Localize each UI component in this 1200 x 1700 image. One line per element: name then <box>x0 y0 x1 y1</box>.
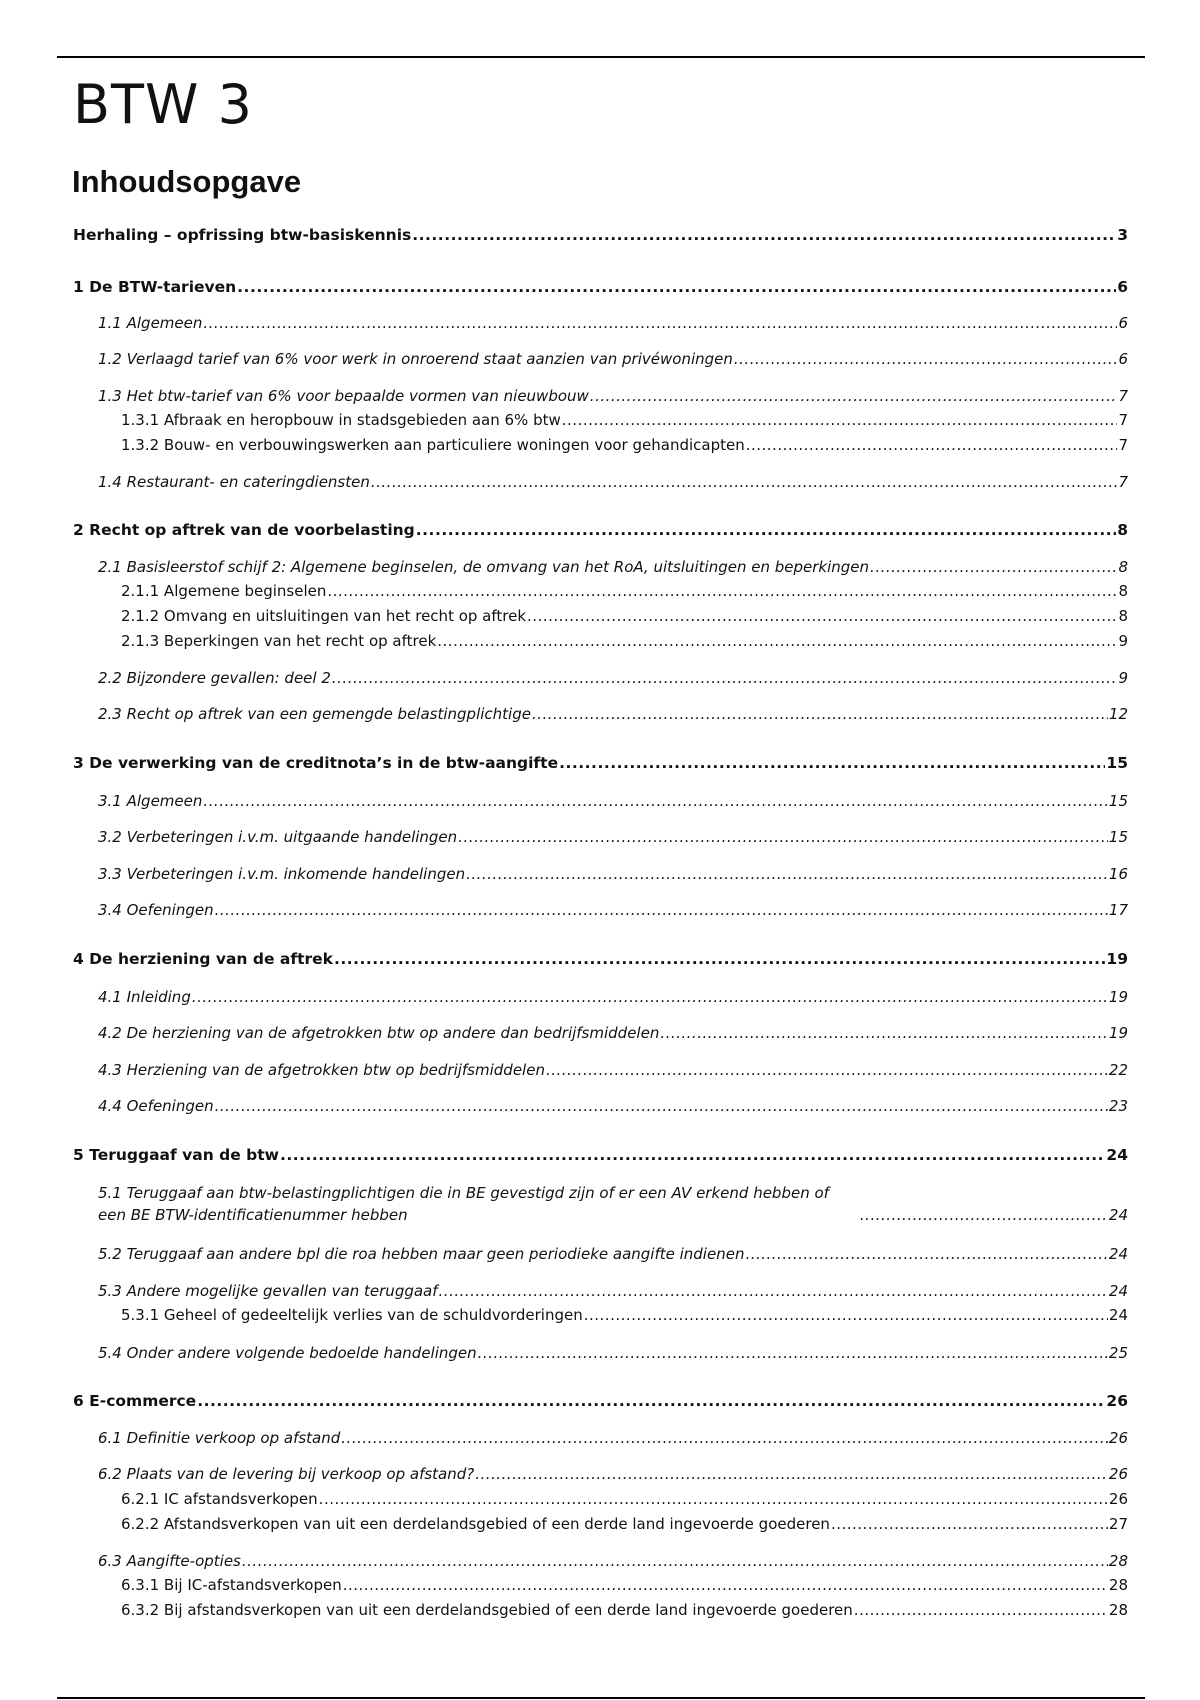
toc-entry[interactable]: 3.4 Oefeningen ..... 17 <box>98 899 1128 921</box>
toc-entry[interactable]: 4.3 Herziening van de afgetrokken btw op bedrijfsmiddelen ..... 22 <box>98 1059 1128 1081</box>
toc-entry[interactable]: 5.3.1 Geheel of gedeeltelijk verlies van de schuldvorderingen ..... 24 <box>121 1304 1128 1326</box>
toc-entry[interactable]: 3.1 Algemeen ..... 15 <box>98 790 1128 812</box>
toc-entry[interactable]: 6.2.2 Afstandsverkopen van uit een derdelandsgebied of een derde land ingevoerde goederen ..... 27 <box>121 1513 1128 1535</box>
toc-entry[interactable]: 3.2 Verbeteringen i.v.m. uitgaande handelingen ..... 15 <box>98 826 1128 848</box>
toc-entry[interactable]: 1.1 Algemeen ..... 6 <box>98 312 1128 334</box>
document-title: BTW 3 <box>73 73 253 136</box>
toc-entry[interactable]: 5.1 Teruggaaf aan btw-belastingplichtigen die in BE gevestigd zijn of er een AV erkend hebben of een BE BTW-identificatienummer hebben ..... 24 <box>98 1182 1128 1226</box>
toc-entry[interactable]: 1.3 Het btw-tarief van 6% voor bepaalde vormen van nieuwbouw ..... 7 <box>98 385 1128 407</box>
toc-entry[interactable]: 5.3 Andere mogelijke gevallen van teruggaaf ..... 24 <box>98 1280 1128 1302</box>
toc-entry[interactable]: 2.2 Bijzondere gevallen: deel 2 ..... 9 <box>98 667 1128 689</box>
toc-entry[interactable]: 4.1 Inleiding ..... 19 <box>98 986 1128 1008</box>
toc-entry[interactable]: 4.2 De herziening van de afgetrokken btw op andere dan bedrijfsmiddelen ..... 19 <box>98 1022 1128 1044</box>
toc-entry[interactable]: 4 De herziening van de aftrek ..... 19 <box>73 948 1128 970</box>
toc-entry[interactable]: 1.4 Restaurant- en cateringdiensten ..... 7 <box>98 471 1128 493</box>
toc-entry[interactable]: 6.3.1 Bij IC-afstandsverkopen ..... 28 <box>121 1574 1128 1596</box>
toc-entry[interactable]: 3 De verwerking van de creditnota’s in de btw-aangifte ..... 15 <box>73 752 1128 774</box>
toc-entry[interactable]: 5 Teruggaaf van de btw ..... 24 <box>73 1144 1128 1166</box>
toc-entry[interactable]: 3.3 Verbeteringen i.v.m. inkomende handelingen ..... 16 <box>98 863 1128 885</box>
top-rule <box>57 56 1145 58</box>
toc-entry[interactable]: 6.3 Aangifte-opties ..... 28 <box>98 1550 1128 1572</box>
toc-heading: Inhoudsopgave <box>72 164 302 199</box>
toc-entry[interactable]: 6.2.1 IC afstandsverkopen ..... 26 <box>121 1488 1128 1510</box>
toc-entry[interactable]: 1.2 Verlaagd tarief van 6% voor werk in onroerend staat aanzien van privéwoningen ..... 6 <box>98 348 1128 370</box>
toc-entry[interactable]: 1.3.1 Afbraak en heropbouw in stadsgebieden aan 6% btw ..... 7 <box>121 409 1128 431</box>
toc-entry[interactable]: 2.1.2 Omvang en uitsluitingen van het recht op aftrek ..... 8 <box>121 605 1128 627</box>
toc-entry[interactable]: 1 De BTW-tarieven ..... 6 <box>73 276 1128 298</box>
toc-entry[interactable]: 4.4 Oefeningen ..... 23 <box>98 1095 1128 1117</box>
toc-entry[interactable]: 2.1 Basisleerstof schijf 2: Algemene beginselen, de omvang van het RoA, uitsluitingen en beperkingen ..... 8 <box>98 556 1128 578</box>
toc-entry[interactable]: 2.3 Recht op aftrek van een gemengde belastingplichtige ..... 12 <box>98 703 1128 725</box>
toc-entry[interactable]: 2.1.3 Beperkingen van het recht op aftrek ..... 9 <box>121 630 1128 652</box>
toc-entry[interactable]: 5.4 Onder andere volgende bedoelde handelingen ..... 25 <box>98 1342 1128 1364</box>
toc-entry[interactable]: 6 E-commerce ..... 26 <box>73 1390 1128 1412</box>
toc-entry[interactable]: Herhaling – opfrissing btw-basiskennis ..... 3 <box>73 224 1128 246</box>
toc-entry[interactable]: 5.2 Teruggaaf aan andere bpl die roa hebben maar geen periodieke aangifte indienen ..... 24 <box>98 1243 1128 1265</box>
toc-entry[interactable]: 2.1.1 Algemene beginselen ..... 8 <box>121 580 1128 602</box>
toc-entry[interactable]: 2 Recht op aftrek van de voorbelasting ..... 8 <box>73 519 1128 541</box>
bottom-rule <box>57 1697 1145 1699</box>
toc-entry[interactable]: 6.3.2 Bij afstandsverkopen van uit een derdelandsgebied of een derde land ingevoerde goederen ..... 28 <box>121 1599 1128 1621</box>
toc-entry[interactable]: 6.2 Plaats van de levering bij verkoop op afstand? ..... 26 <box>98 1463 1128 1485</box>
toc-entry[interactable]: 6.1 Definitie verkoop op afstand ..... 26 <box>98 1427 1128 1449</box>
toc-entry[interactable]: 1.3.2 Bouw- en verbouwingswerken aan particuliere woningen voor gehandicapten ..... 7 <box>121 434 1128 456</box>
